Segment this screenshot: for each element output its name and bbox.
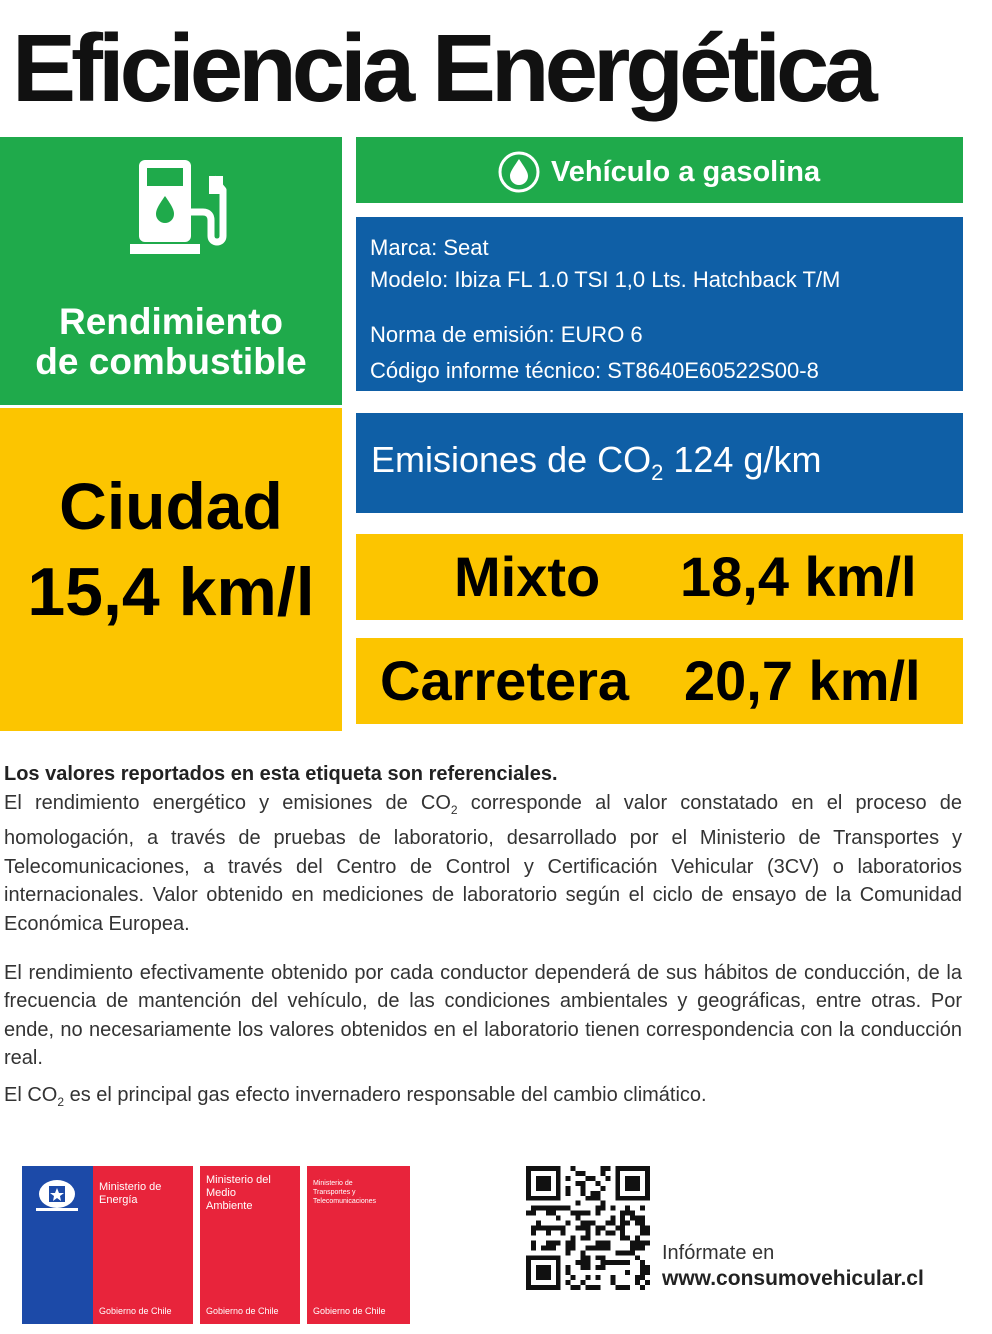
- ministry-3-name-line-3: Telecomunicaciones: [313, 1198, 377, 1205]
- fuel-pump-icon: [125, 152, 235, 262]
- p1-text-a: El rendimiento energético y emisiones de CO: [4, 792, 451, 814]
- p1-co2-subscript: 2: [450, 803, 458, 817]
- disclaimer-paragraph-1: [4, 789, 962, 938]
- co2-formula: CO: [597, 439, 652, 480]
- info-prompt: Infórmate en: [662, 1242, 775, 1264]
- co2-emissions: [371, 436, 821, 497]
- page-title: Eficiencia Energética: [12, 15, 873, 122]
- p3-text-a: El CO: [4, 1084, 58, 1106]
- disclaimer-paragraph-2: El rendimiento efectivamente obtenido por cada conductor dependerá de sus hábitos de conducción, de la frecuencia de mantención del vehículo, de las condiciones ambientales y geográficas, entre otras. Por ende, no necesariamente los valores obtenidos en el laboratorio tienen correspondencia con la conducción real.: [4, 962, 962, 1070]
- p3-co2-subscript: 2: [57, 1095, 65, 1109]
- government-ministries-logo: [22, 1166, 410, 1324]
- ministry-3-gov: Gobierno de Chile: [313, 1306, 386, 1316]
- fuel-drop-icon: [497, 150, 541, 194]
- ministry-1-name-line-1: Ministerio de: [99, 1181, 162, 1193]
- ministry-1-name-line-2: Energía: [99, 1194, 138, 1206]
- ministry-1-gov: Gobierno de Chile: [99, 1306, 172, 1316]
- ministry-2-name-line-2: Medio: [206, 1187, 236, 1199]
- mixed-label: Mixto: [454, 545, 601, 608]
- vehicle-model: Modelo: Ibiza FL 1.0 TSI 1,0 Lts. Hatchback T/M: [370, 267, 841, 292]
- ministry-2-gov: Gobierno de Chile: [206, 1306, 279, 1316]
- fuel-performance-title: [0, 302, 342, 382]
- co2-subscript: 2: [651, 460, 664, 486]
- p3-text-b: es el principal gas efecto invernadero responsable del cambio climático.: [64, 1084, 707, 1106]
- ministry-2-name-line-1: Ministerio del: [206, 1174, 271, 1186]
- highway-value: 20,7 km/l: [684, 649, 921, 712]
- emissions-value: 124 g/km: [663, 439, 822, 480]
- disclaimer-heading: Los valores reportados en esta etiqueta son referenciales.: [4, 763, 558, 785]
- city-value: 15,4 km/l: [27, 554, 315, 630]
- ministry-3-name-line-2: Transportes y: [313, 1189, 356, 1196]
- ministry-3-name-line-1: Ministerio de: [313, 1180, 353, 1187]
- p1-text-b: corresponde al valor constatado en el proceso de homologación, a través de pruebas de laboratorio, desarrollado por el Ministerio de Transportes y Telecomunicaciones, a través del Centro de Control y Certificación Vehicular (3CV) o laboratorios internacionales. Valor obtenido en mediciones de laboratorio según el ciclo de ensayo de la Comunidad Económica Europea.: [4, 792, 962, 935]
- ministry-2-name-line-3: Ambiente: [206, 1200, 253, 1212]
- emission-norm: Norma de emisión: EURO 6: [370, 322, 643, 347]
- qr-code-icon[interactable]: [526, 1166, 650, 1290]
- disclaimer-paragraph-3: [4, 1081, 962, 1116]
- city-label: Ciudad: [59, 469, 283, 543]
- fuel-title-line-2: de combustible: [35, 341, 307, 382]
- fuel-title-line-1: Rendimiento: [58, 301, 284, 342]
- emissions-label: Emisiones de: [371, 439, 598, 480]
- info-url-link[interactable]: www.consumovehicular.cl: [662, 1267, 924, 1290]
- highway-label: Carretera: [380, 649, 630, 712]
- vehicle-brand: Marca: Seat: [370, 235, 489, 260]
- fuel-type-label: Vehículo a gasolina: [551, 156, 821, 188]
- mixed-value: 18,4 km/l: [680, 545, 917, 608]
- technical-report-code: Código informe técnico: ST8640E60522S00-8: [370, 358, 819, 383]
